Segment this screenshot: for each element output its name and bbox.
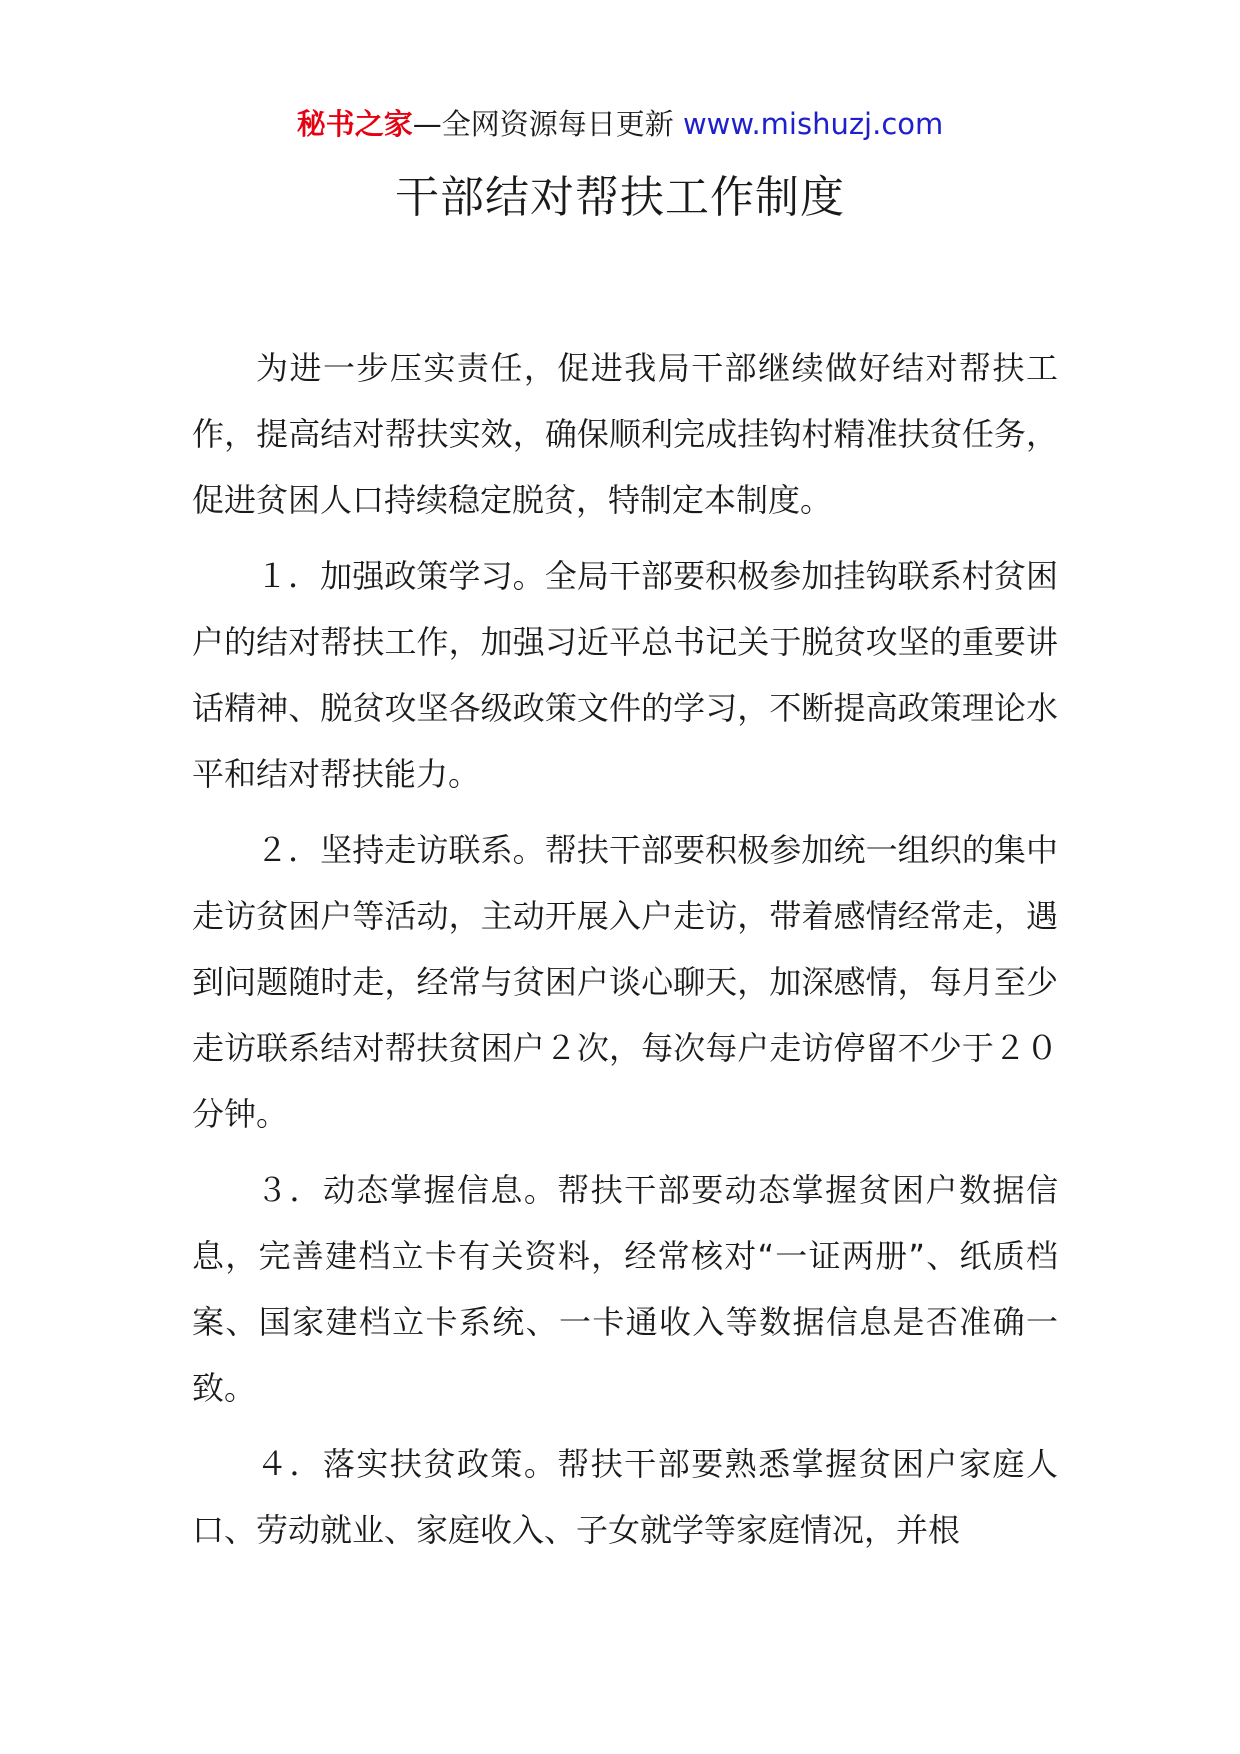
paragraph-item-4: ４．落实扶贫政策。帮扶干部要熟悉掌握贫困户家庭人口、劳动就业、家庭收入、子女就学等家庭情况，并根 xyxy=(192,1445,1058,1549)
document-title: 干部结对帮扶工作制度 xyxy=(395,172,845,223)
site-slogan: —全网资源每日更新 xyxy=(412,107,674,141)
paragraph-intro: 为进一步压实责任，促进我局干部继续做好结对帮扶工作，提高结对帮扶实效，确保顺利完成挂钩村精准扶贫任务，促进贫困人口持续稳定脱贫，特制定本制度。 xyxy=(192,349,1058,519)
paragraph-item-1: １．加强政策学习。全局干部要积极参加挂钩联系村贫困户的结对帮扶工作，加强习近平总书记关于脱贫攻坚的重要讲话精神、脱贫攻坚各级政策文件的学习，不断提高政策理论水平和结对帮扶能力。 xyxy=(192,557,1058,793)
site-url-link[interactable]: www.mishuzj.com xyxy=(682,107,944,141)
document-body xyxy=(192,335,1058,1573)
paragraph-item-3: ３．动态掌握信息。帮扶干部要动态掌握贫困户数据信息，完善建档立卡有关资料，经常核对“一证两册”、纸质档案、国家建档立卡系统、一卡通收入等数据信息是否准确一致。 xyxy=(192,1171,1058,1407)
site-header xyxy=(0,104,1240,144)
site-brand: 秘书之家 xyxy=(296,107,413,141)
paragraph-item-2: ２．坚持走访联系。帮扶干部要积极参加统一组织的集中走访贫困户等活动，主动开展入户走访，带着感情经常走，遇到问题随时走，经常与贫困户谈心聊天，加深感情，每月至少走访联系结对帮扶贫困户２次，每次每户走访停留不少于２０分钟。 xyxy=(192,831,1058,1133)
